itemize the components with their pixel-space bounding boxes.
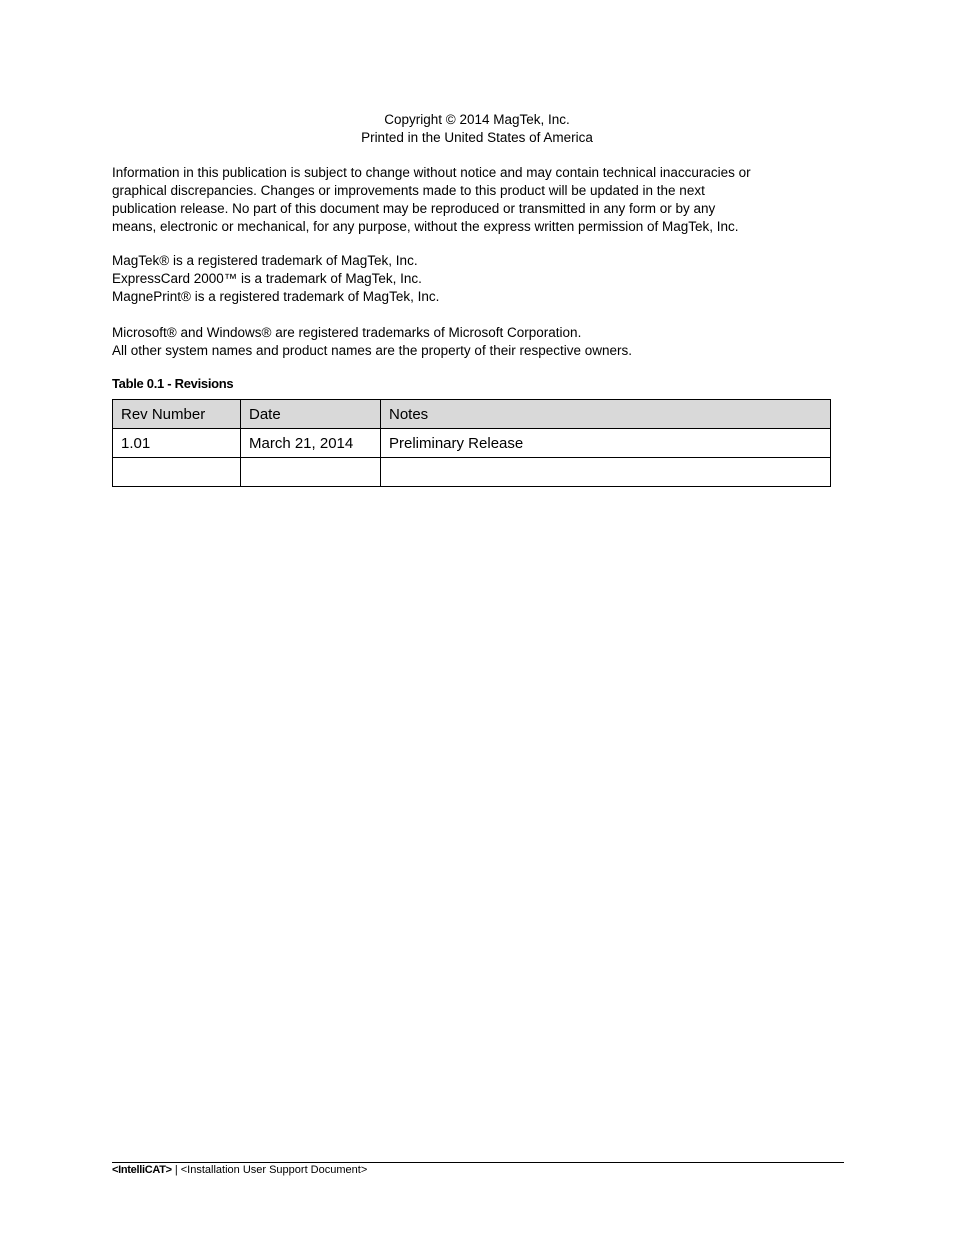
footer-product-name: <IntelliCAT> xyxy=(112,1164,172,1176)
trademark-line: ExpressCard 2000™ is a trademark of MagTek, Inc. xyxy=(112,271,422,286)
page-footer xyxy=(112,1164,367,1176)
copyright-block xyxy=(112,111,842,146)
notice-line: means, electronic or mechanical, for any purpose, without the express written permission of MagTek, Inc. xyxy=(112,219,739,234)
printed-in-line: Printed in the United States of America xyxy=(361,129,593,145)
table-header-row xyxy=(113,400,831,429)
third-party-line: All other system names and product names are the property of their respective owners. xyxy=(112,343,633,358)
header-rev-number: Rev Number xyxy=(113,400,241,429)
footer-divider xyxy=(112,1162,844,1163)
notice-line: graphical discrepancies. Changes or improvements made to this product will be updated in the next xyxy=(112,183,705,198)
notice-line: Information in this publication is subject to change without notice and may contain technical inaccuracies or xyxy=(112,165,751,180)
table-row xyxy=(113,458,831,487)
revisions-table xyxy=(112,399,831,487)
notice-line: publication release. No part of this document may be reproduced or transmitted in any form or by any xyxy=(112,201,716,216)
table-row xyxy=(113,429,831,458)
footer-separator: | xyxy=(171,1164,181,1176)
cell-rev-number xyxy=(113,458,241,487)
copyright-line: Copyright © 2014 MagTek, Inc. xyxy=(384,112,570,127)
trademark-line: MagTek® is a registered trademark of MagTek, Inc. xyxy=(112,253,418,268)
cell-date: March 21, 2014 xyxy=(241,429,381,458)
footer-document-name: <Installation User Support Document> xyxy=(180,1164,368,1176)
cell-rev-number: 1.01 xyxy=(113,429,241,458)
header-notes: Notes xyxy=(381,400,831,429)
third-party-line: Microsoft® and Windows® are registered trademarks of Microsoft Corporation. xyxy=(112,325,582,340)
table-caption: Table 0.1 - Revisions xyxy=(112,376,234,391)
third-party-trademarks-paragraph xyxy=(112,324,842,360)
trademarks-paragraph xyxy=(112,252,842,306)
header-date: Date xyxy=(241,400,381,429)
cell-date xyxy=(241,458,381,487)
change-notice-paragraph xyxy=(112,164,842,236)
cell-notes xyxy=(381,458,831,487)
cell-notes: Preliminary Release xyxy=(381,429,831,458)
trademark-line: MagnePrint® is a registered trademark of MagTek, Inc. xyxy=(112,289,440,304)
